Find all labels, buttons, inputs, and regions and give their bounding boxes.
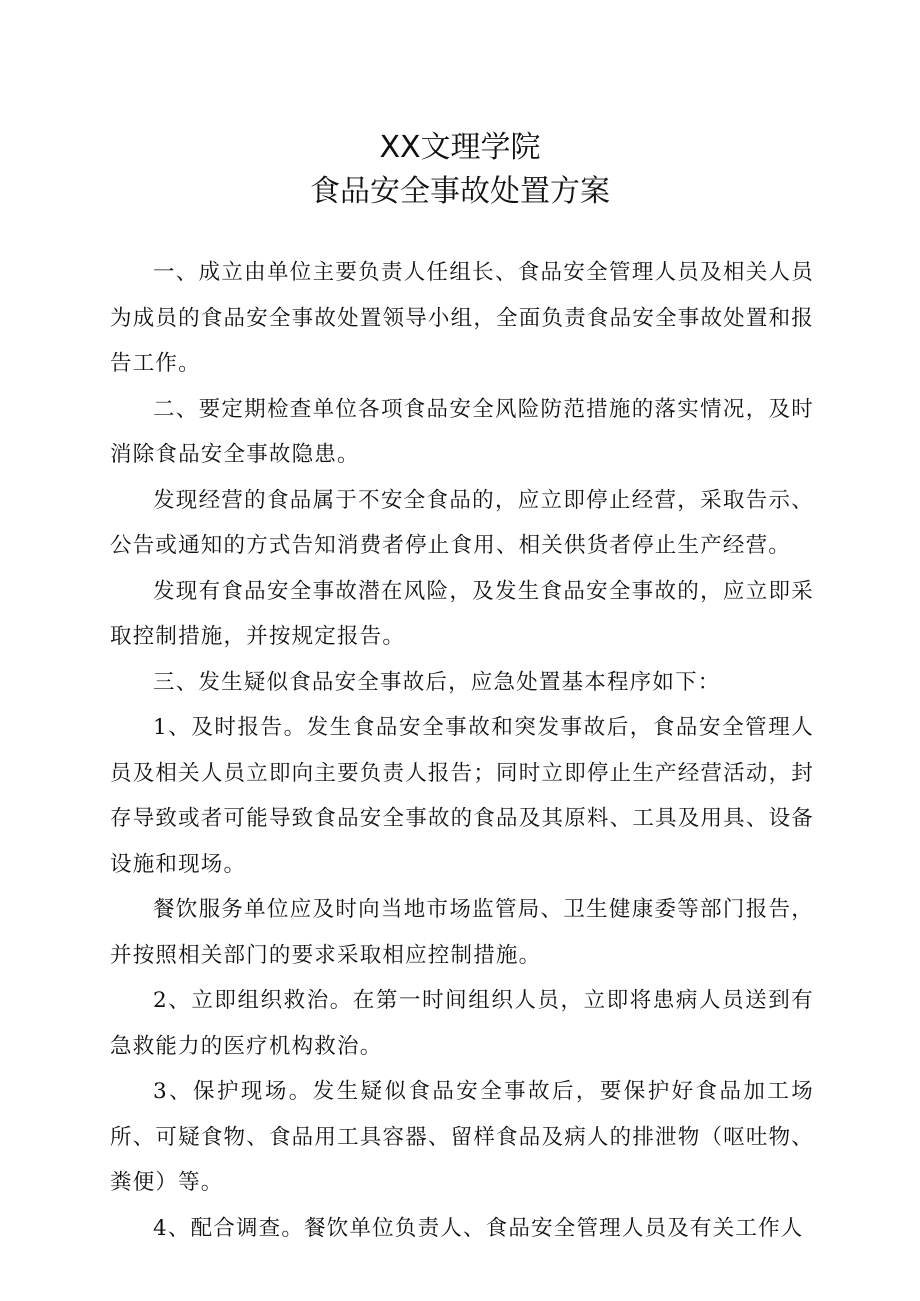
- document-title: [0, 126, 920, 214]
- paragraph-1: 一、成立由单位主要负责人任组长、食品安全管理人员及相关人员为成员的食品安全事故处置领导小组，全面负责食品安全事故处置和报告工作。: [110, 260, 814, 376]
- document-body: [110, 250, 814, 1251]
- paragraph-5: 三、发生疑似食品安全事故后，应急处置基本程序如下：: [153, 669, 721, 695]
- paragraph-2: 二、要定期检查单位各项食品安全风险防范措施的落实情况，及时消除食品安全事故隐患。: [110, 396, 814, 467]
- paragraph-7: 餐饮服务单位应及时向当地市场监管局、卫生健康委等部门报告，并按照相关部门的要求采取相应控制措施。: [110, 897, 814, 968]
- paragraph-6: 1、及时报告。发生食品安全事故和突发事故后，食品安全管理人员及相关人员立即向主要负责人报告；同时立即停止生产经营活动，封存导致或者可能导致食品安全事故的食品及其原料、工具及用具、设备设施和现场。: [110, 715, 814, 877]
- paragraph-3: 发现经营的食品属于不安全食品的，应立即停止经营，采取告示、公告或通知的方式告知消费者停止食用、相关供货者停止生产经营。: [110, 487, 814, 558]
- title-organization: XX文理学院: [379, 130, 541, 165]
- paragraph-9: 3、保护现场。发生疑似食品安全事故后，要保护好食品加工场所、可疑食物、食品用工具容器、留样食品及病人的排泄物（呕吐物、粪便）等。: [110, 1079, 814, 1195]
- title-plan-name: 食品安全事故处置方案: [310, 174, 610, 209]
- paragraph-8: 2、立即组织救治。在第一时间组织人员，立即将患病人员送到有急救能力的医疗机构救治。: [110, 988, 814, 1059]
- paragraph-10: 4、配合调查。餐饮单位负责人、食品安全管理人员及有关工作人: [153, 1215, 804, 1241]
- paragraph-4: 发现有食品安全事故潜在风险，及发生食品安全事故的，应立即采取控制措施，并按规定报告。: [110, 578, 814, 649]
